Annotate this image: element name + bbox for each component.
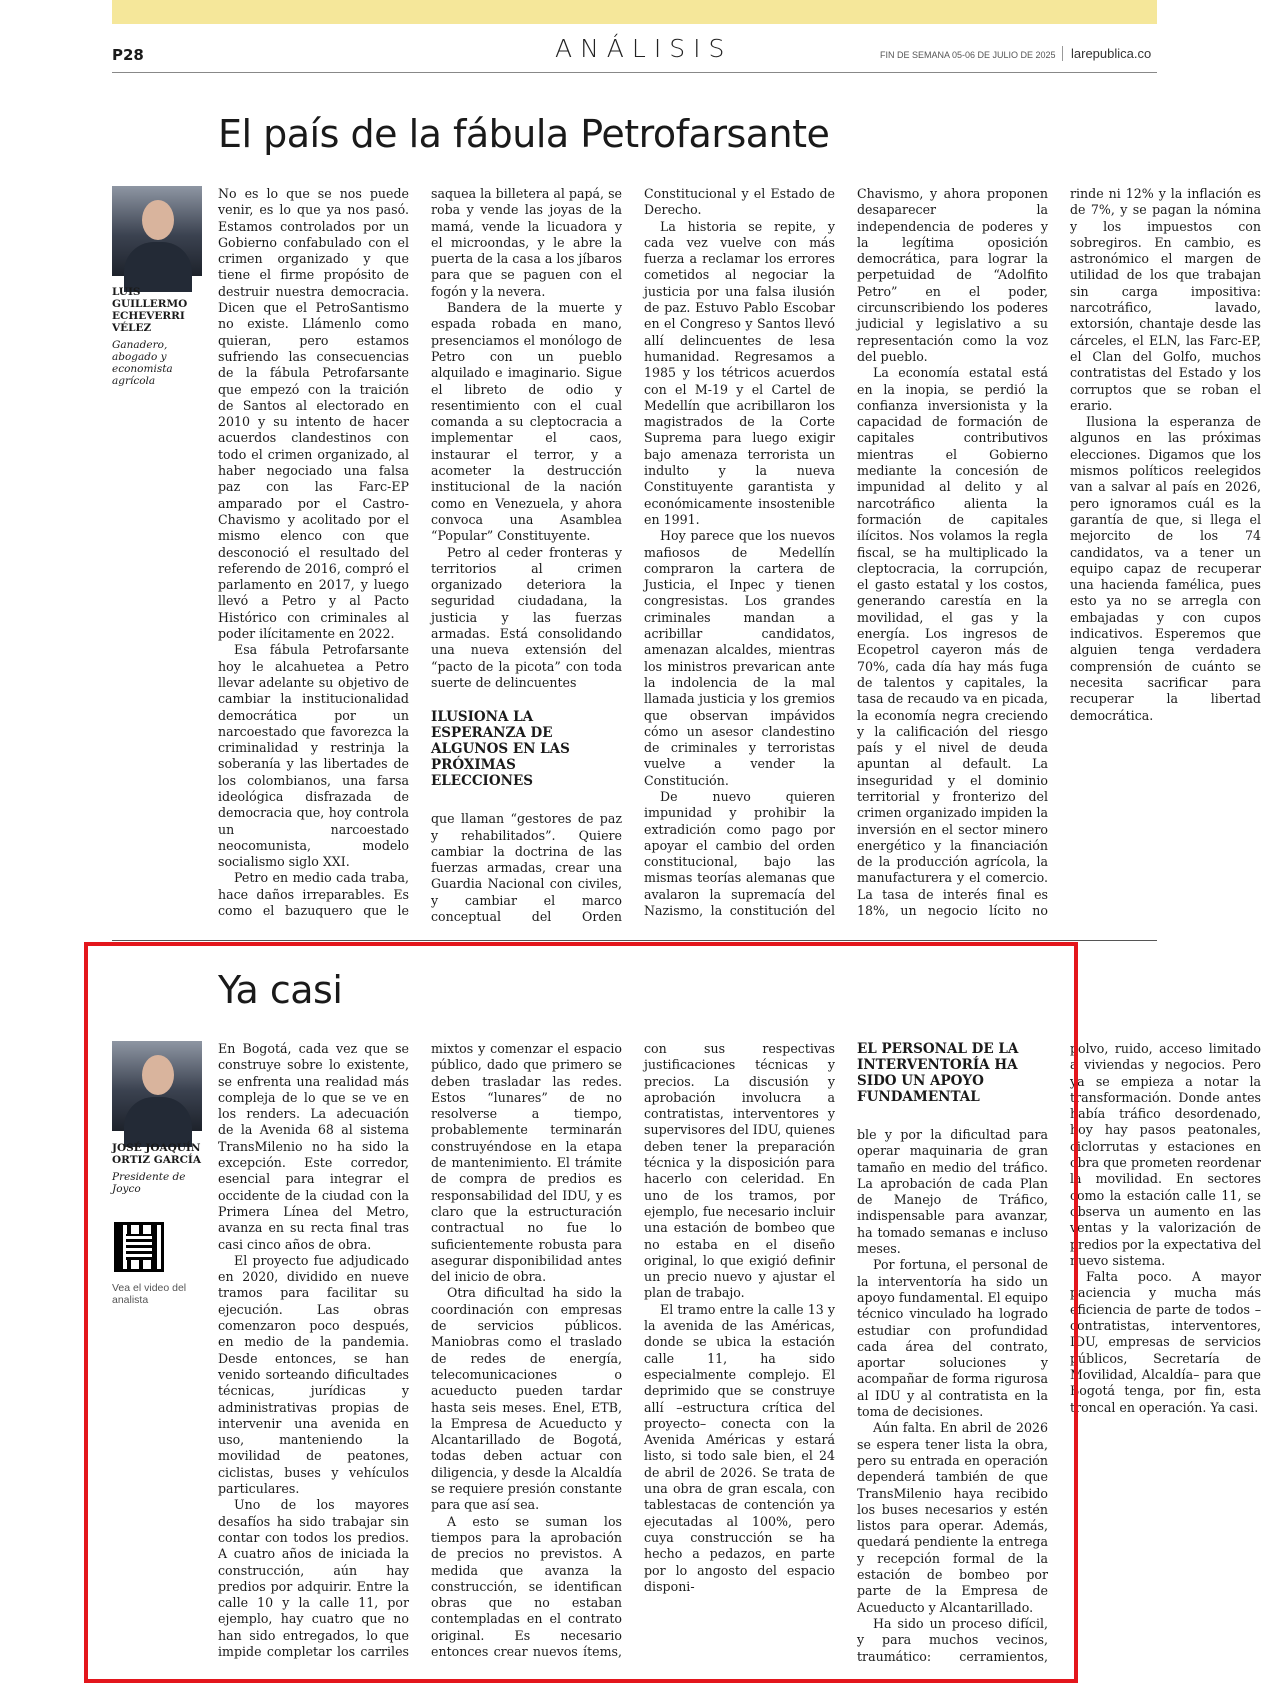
- article-divider: [112, 940, 1157, 941]
- author-2-photo: [112, 1041, 202, 1131]
- paragraph: Otra dificultad ha sido la coordinación con empresas de servicios públicos. Maniobras como el traslado de redes de energía, telecomunicaciones o acueducto pueden tardar hasta seis meses. Enel, ETB, la Empresa de Acueducto y Alcantarillado de Bogotá, todas deben actuar con diligencia, y desde la Alcaldía se requiere presión constante para que así sea.: [431, 1285, 622, 1513]
- section-title: ANÁLISIS: [555, 34, 733, 63]
- author-2-name: JOSÉ JOAQUÍN ORTIZ GARCÍA: [112, 1142, 201, 1166]
- paragraph: La economía estatal está en la inopia, se perdió la confianza inversionista y la capacidad de formación de capitales contributivos mientras el Gobierno mediante la concesión de impunidad al delito y al narcotráfico alienta la formación de capitales ilícitos. Nos volamos la regla fiscal, se ha multiplicado la cleptocracia, la corrupción, el gasto estatal y los costos, generando carestía en la movilidad, el gas y la energía. Los ingresos de Ecopetrol cayeron más de 70%, cada día hay más fuga de talentos y capitales, la tasa de recaudo va en picada, la economía negra creciendo y la calificación del riesgo país y el nivel de deuda apuntan al default. La inseguridad y el dominio territorial y fronterizo del crimen organizado impiden la inversión en el sector minero energético y la financiación de la producción agrícola, la manufacturera y el comercio. La tasa de interés final es 18%, un negocio lícito no rinde ni 12% y la inflación es de 7%, y se pagan la nómina y los impuestos con sobregiros. En cambio, es astronómico el margen de utilidad de los que trabajan sin carga impositiva: narcotráfico, lavado, extorsión, chantaje desde las cárceles, el ELN, las Farc-EP, el Clan del Golfo, muchos contratistas del Estado y los corruptos que se roban el erario.: [857, 186, 1261, 919]
- paragraph: De nuevo quieren impunidad y prohibir la extradición como pago por apoyar el cambio del orden constitucional, bajo las mismas teorías alemanas que avalaron la supremacía del Nazismo, la constitución del Chavismo, y ahora proponen desaparecer la independencia de poderes y la legítima oposición democrática, para lograr la perpetuidad de “Adolfito Petro” en el poder, circunscribiendo los poderes judicial y legislativo a su representación como la voz del pueblo.: [644, 186, 1048, 919]
- page-number: P28: [112, 46, 144, 64]
- paragraph: Petro en medio cada traba, hace daños irreparables. Es como el bazuquero que le saquea la billetera al papá, se roba y vende las joyas de la mamá, vende la licuadora y el microondas, y le abre la puerta de la casa a los jíbaros para que se paguen con el fogón y la nevera.: [218, 186, 622, 919]
- article-1-headline: El país de la fábula Petrofarsante: [218, 112, 830, 156]
- paragraph: Esa fábula Petrofarsante hoy le alcahuetea a Petro llevar adelante su objetivo de cambiar la institucionalidad democrática por un narcoestado que favorezca la criminalidad y restrinja la soberanía y las libertades de los colombianos, una farsa ideológica disfrazada de democracia que, hoy controla un narcoestado neocomunista, modelo socialismo siglo XXI.: [218, 642, 409, 870]
- paragraph: Uno de los mayores desafíos ha sido trabajar sin contar con todos los predios. A cuatro años de iniciada la construcción, aún hay predios por adquirir. Entre la calle 10 y la calle 11, por ejemplo, hay cuatro que no han sido entregados, lo que impide completar los carriles mixtos y comenzar el espacio público, dado que primero se deben trasladar las redes. Estos “lunares” de no resolverse a tiempo, probablemente terminarán construyéndose en la etapa de mantenimiento. El trámite de compra de predios es responsabilidad del IDU, y es claro que la estructuración contractual no fue lo suficientemente robusta para asegurar disponibilidad antes del inicio de obra.: [218, 1041, 622, 1659]
- article-2-pull-quote: EL PERSONAL DE LA INTERVENTORÍA HA SIDO UN APOYO FUNDAMENTAL: [857, 1041, 1019, 1105]
- author-1-name: LUIS GUILLERMO ECHEVERRI VÉLEZ: [112, 286, 188, 334]
- paragraph: El proyecto fue adjudicado en 2020, dividido en nueve tramos para facilitar su ejecución. Las obras comenzaron poco después, en medio de la pandemia. Desde entonces, se han venido sorteando dificultades técnicas, jurídicas y administrativas propias de intervenir una avenida en uso, manteniendo la movilidad de peatones, ciclistas, buses y vehículos particulares.: [218, 1252, 409, 1497]
- paragraph: Hoy parece que los nuevos mafiosos de Medellín compraron la cartera de Justicia, el Inpec y tienen congresistas. Los grandes criminales mandan a acribillar candidatos, amenazan alcaldes, mientras los ministros prevarican ante la indolencia de la mal llamada justicia y los gremios que observan impávidos cómo un asesor clandestino de criminales y terroristas vuelve a vender la Constitución.: [644, 528, 835, 788]
- paragraph: En Bogotá, cada vez que se construye sobre lo existente, se enfrenta una realidad más compleja de lo que se ve en los renders. La adecuación de la Avenida 68 al sistema TransMilenio no ha sido la excepción. Este corredor, esencial para integrar el occidente de la ciudad con la Primera Línea del Metro, avanza en su recta final tras casi cinco años de obra.: [218, 1041, 409, 1252]
- header-rule: [112, 72, 1157, 73]
- author-1-photo: [112, 186, 202, 276]
- paragraph: Bandera de la muerte y espada robada en mano, presenciamos el monólogo de Petro con un pueblo alquilado e imaginario. Sigue el libreto de odio y resentimiento con el cual comanda a su cleptocracia a implementar el caos, instaurar el terror, y a acometer la destrucción institucional de la nación como en Venezuela, y ahora convoca una Asamblea “Popular” Constituyente.: [431, 300, 622, 544]
- paragraph: ble y por la dificultad para operar maquinaria de gran tamaño en medio del tráfico. La aprobación de cada Plan de Manejo de Tráfico, indispensable para avanzar, ha tomado semanas e incluso meses.: [857, 1127, 1048, 1257]
- paragraph: Ha sido un proceso difícil, y para muchos vecinos, traumático: cerramientos, polvo, ruido, acceso limitado a viviendas y negocios. Pero ya se empieza a notar la transformación. Donde antes había tráfico desordenado, hoy hay pasos peatonales, ciclorrutas y estaciones en obra que prometen reordenar la movilidad. En sectores como la estación calle 11, se observa un aumento en las ventas y la valorización de predios por la expectativa del nuevo sistema.: [857, 1041, 1261, 1664]
- paragraph: Petro al ceder fronteras y territorios al crimen organizado deteriora la seguridad ciudadana, la justicia y las fuerzas armadas. Está consolidando una nueva extensión del “pacto de la picota” con toda suerte de delincuentes: [431, 544, 622, 690]
- author-2-byline: [112, 1142, 204, 1195]
- video-link[interactable]: Vea el video del analista: [112, 1282, 187, 1306]
- edition-date: FIN DE SEMANA 05-06 DE JULIO DE 2025: [880, 50, 1056, 60]
- author-1-role: Ganadero, abogado y economista agrícola: [112, 339, 173, 387]
- paragraph: que llaman “gestores de paz y rehabilitados”. Quiere cambiar la doctrina de las fuerzas armadas, crear una Guardia Nacional con civiles, y cambiar el marco conceptual del Orden Constitucional y el Estado de Derecho.: [431, 186, 835, 924]
- paragraph: Aún falta. En abril de 2026 se espera tener lista la obra, pero su entrada en operación dependerá también de que TransMilenio haya recibido los buses necesarios y estén listos para operar. Además, quedará pendiente la entrega y recepción formal de la estación de bombeo por parte de la Empresa de Acueducto y Alcantarillado.: [857, 1420, 1048, 1615]
- paragraph: La historia se repite, y cada vez vuelve con más fuerza a reclamar los errores cometidos al negociar la justicia por una falsa ilusión de paz. Estuvo Pablo Escobar en el Congreso y Santos llevó allí delincuentes de lesa humanidad. Regresamos a 1985 y los tétricos acuerdos con el M-19 y el Cartel de Medellín que acribillaron los magistrados de la Corte Suprema para luego exigir bajo amenaza terrorista un indulto y la nueva Constituyente garantista y económicamente insostenible en 1991.: [644, 218, 835, 527]
- article-2-headline: Ya casi: [218, 968, 343, 1012]
- article-1-pull-quote: ILUSIONA LA ESPERANZA DE ALGUNOS EN LAS PRÓXIMAS ELECCIONES: [431, 709, 570, 790]
- paragraph: El tramo entre la calle 13 y la avenida de las Américas, donde se ubica la estación calle 11, ha sido especialmente complejo. El deprimido que se construye allí –estructura crítica del proyecto– conecta con la Avenida Américas y estará listo, si todo sale bien, el 24 de abril de 2026. Se trata de una obra de gran escala, con tablestacas de contención ya ejecutadas al 100%, pero cuya construcción se ha hecho a pedazos, en parte por lo angosto del espacio disponi-: [644, 1301, 835, 1594]
- author-2-role: Presidente de Joyco: [112, 1171, 186, 1195]
- paragraph: A esto se suman los tiempos para la aprobación de precios no previstos. A medida que avanza la construcción, se identifican obras que no estaban contempladas en el contrato original. Es necesario entonces crear nuevos ítems, con sus respectivas justificaciones técnicas y precios. La discusión y aprobación involucra a contratistas, interventores y supervisores del IDU, quienes deben tener la preparación técnica y la disposición para hacerlo con celeridad. En uno de los tramos, por ejemplo, fue necesario incluir una estación de bombeo que no estaba en el diseño original, lo que exigió definir un precio nuevo y ajustar el plan de trabajo.: [431, 1041, 835, 1659]
- qr-code-pattern: [126, 1234, 152, 1260]
- article-2-body: [218, 1041, 1261, 1673]
- paragraph: Ilusiona la esperanza de algunos en las próximas elecciones. Digamos que los mismos políticos reelegidos van a salvar al país en 2026, pero ignoramos cuál es la garantía de que, si llega el mejorcito de los 74 candidatos, va a tener un equipo capaz de recuperar una hacienda famélica, pues esto ya no se arregla con embajadas y con cupos indicativos. Esperemos que alguien tenga verdadera comprensión de cuánto se necesita sacrificar para recuperar la libertad democrática.: [1070, 414, 1261, 723]
- paragraph: Falta poco. A mayor paciencia y mucha más eficiencia de parte de todos –contratistas, interventores, IDU, empresas de servicios públicos, Secretaría de Movilidad, Alcaldía– para que Bogotá tenga, por fin, esta troncal en operación. Ya casi.: [1070, 1269, 1261, 1415]
- paragraph: No es lo que se nos puede venir, es lo que ya nos pasó. Estamos controlados por un Gobierno confabulado con el crimen organizado y que tiene el firme propósito de destruir nuestra democracia. Dicen que el PetroSantismo no existe. Llámenlo como quieran, pero estamos sufriendo las consecuencias de la fábula Petrofarsante que empezó con la traición de Santos al electorado en 2010 y su intento de hacer acuerdos clandestinos con todo el crimen organizado, al haber negociado una falsa paz con las Farc-EP amparado por el Castro-Chavismo y acolitado por el mismo elenco con que desconoció el resultado del referendo de 2016, compró el parlamento en 2017, y luego llevó a Petro y al Pacto Histórico con criminales al poder ilícitamente en 2022.: [218, 186, 409, 642]
- site-link[interactable]: larepublica.co: [1062, 46, 1151, 61]
- paragraph: Por fortuna, el personal de la interventoría ha sido un apoyo fundamental. El equipo técnico vinculado ha logrado estudiar con profundidad cada área del contrato, aportar soluciones y acompañar de forma rigurosa al IDU y al contratista en la toma de decisiones.: [857, 1257, 1048, 1420]
- article-1-body: [218, 186, 1261, 928]
- top-color-bar: [112, 0, 1157, 24]
- author-1-byline: [112, 286, 204, 387]
